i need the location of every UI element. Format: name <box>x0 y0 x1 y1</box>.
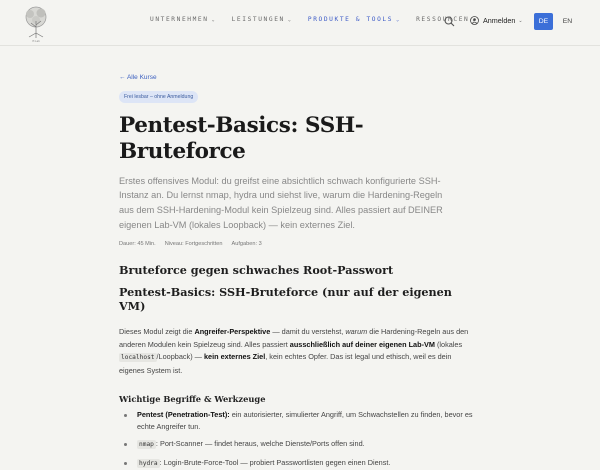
meta-level: Niveau: Fortgeschritten <box>164 240 223 247</box>
free-access-badge: Frei lesbar – ohne Anmeldung <box>119 91 198 103</box>
section-heading: Bruteforce gegen schwaches Root-Passwort <box>119 262 394 277</box>
intro-text: Erstes offensives Modul: du greifst eine absichtlich schwach konfigurierte SSH-Instanz an. Du lernst nmap, hydra und siehst live, warum die Hardening-Regeln aus dem SSH-Hardening-Modul kein Spielzeug sind. Alles passiert auf DEINER eigenen Lab-VM (lokales Loopback) — kein externes Ziel. <box>119 175 443 230</box>
meta-tasks: Aufgaben: 3 <box>231 240 262 247</box>
list-item: Pentest (Penetration-Test): ein autorisierter, simulierter Angriff, um Schwachstellen zu finden, bevor es echte Angreifer tun. <box>119 409 479 433</box>
tree-logo-icon[interactable] <box>16 3 56 43</box>
terms-heading: Wichtige Begriffe & Werkzeuge <box>119 393 266 404</box>
chevron-down-icon: ⌄ <box>211 16 215 23</box>
course-content <box>119 74 479 470</box>
chevron-down-icon: ⌄ <box>287 16 291 23</box>
login-button[interactable] <box>470 16 523 25</box>
list-item: nmap : Port-Scanner — findet heraus, welche Dienste/Ports offen sind. <box>119 438 479 451</box>
chevron-down-icon: ⌄ <box>396 16 400 23</box>
nav-leistungen[interactable]: LEISTUNGEN ⌄ <box>231 16 291 23</box>
search-icon[interactable] <box>443 15 456 28</box>
login-label: Anmelden <box>483 16 516 25</box>
module-description: Dieses Modul zeigt die Angreifer-Perspektive — damit du verstehst, warum die Hardening-Regeln aus den anderen Modulen kein Spielzeug sind. Alles passiert ausschließlich auf deiner eigenen Lab-VM (lokales localhost /Loopback) — kein externes Ziel, kein echtes Opfer. Das ist legal und ethisch, weil es dein eigenes System ist. <box>119 326 469 376</box>
nav-produkte-tools[interactable]: PRODUKTE & TOOLS ⌄ <box>307 16 400 23</box>
course-meta <box>119 241 479 247</box>
page-title: Pentest-Basics: SSH-Bruteforce <box>119 113 364 164</box>
nav-ressourcen[interactable]: RESSOURCEN <box>416 16 475 23</box>
meta-duration: Dauer: 45 Min. <box>119 240 156 247</box>
chevron-down-icon: ⌄ <box>518 17 523 24</box>
svg-text:IT-Lab: IT-Lab <box>32 40 40 43</box>
terms-list <box>119 409 479 470</box>
nav-unternehmen[interactable]: UNTERNEHMEN ⌄ <box>150 16 215 23</box>
back-to-courses-link[interactable]: ← Alle Kurse <box>119 74 157 81</box>
lang-de-button[interactable]: DE <box>534 13 553 30</box>
module-heading: Pentest-Basics: SSH-Bruteforce (nur auf der eigenen VM) <box>119 284 452 313</box>
main-nav <box>150 16 492 23</box>
user-icon <box>470 16 479 25</box>
list-item: hydra : Login-Brute-Force-Tool — probiert Passwortlisten gegen einen Dienst. <box>119 457 479 470</box>
lang-en-button[interactable]: EN <box>562 18 573 25</box>
top-header <box>0 0 600 46</box>
code-localhost: localhost <box>121 354 155 362</box>
